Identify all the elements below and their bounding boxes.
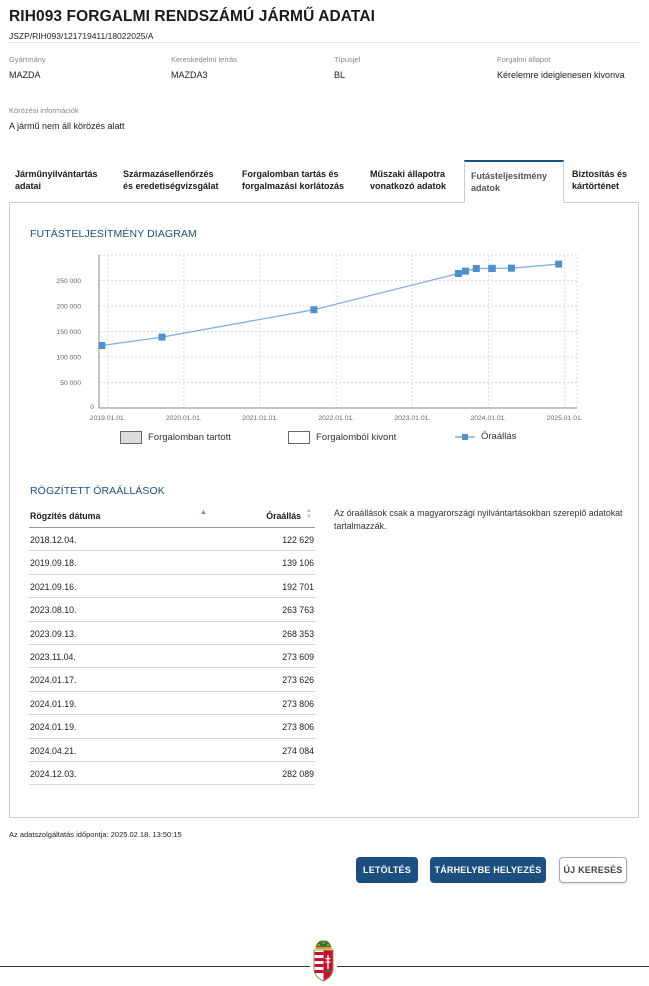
empty-box-icon [288, 431, 310, 444]
table-row [29, 668, 315, 691]
table-row [29, 645, 315, 668]
tab-label-line2: forgalmazási korlátozás [242, 181, 345, 191]
tab-label-line1: Futásteljesítmény [471, 171, 548, 181]
header-odometer[interactable]: Óraállás [266, 511, 301, 521]
plot-frame [99, 255, 577, 408]
trade-name-field [171, 55, 237, 80]
tab-label-line1: Biztosítás és [572, 169, 628, 179]
records-note: Az óraállások csak a magyarországi nyilvántartásokban szereplő adatokat tartalmazzák. [334, 508, 623, 531]
table-row [29, 739, 315, 762]
mileage-table [29, 505, 315, 785]
table-row [29, 528, 315, 551]
make-field [9, 55, 46, 80]
row-date: 2023.09.13. [30, 628, 77, 639]
sort-both-icon[interactable]: ▲ ▼ [306, 508, 312, 520]
registration-status-field [497, 55, 625, 80]
table-body [29, 528, 315, 785]
row-odometer: 274 084 [282, 745, 314, 756]
tab-label-line1: Forgalomban tartás és [242, 169, 339, 179]
header-date[interactable]: Rögzítés dátuma [30, 511, 101, 521]
y-tick-label: 200 000 [56, 303, 81, 311]
row-odometer: 273 609 [282, 651, 314, 662]
download-button[interactable]: LETÖLTÉS [356, 857, 418, 883]
row-odometer: 122 629 [282, 535, 314, 545]
chart-title: FUTÁSTELJESÍTMÉNY DIAGRAM [30, 228, 197, 240]
row-date: 2024.04.21. [30, 745, 77, 756]
hungarian-coat-of-arms-icon [310, 937, 337, 983]
row-date: 2024.12.03. [30, 768, 77, 779]
chart-grid [99, 255, 577, 408]
row-odometer: 273 626 [282, 675, 314, 686]
filled-box-icon [120, 431, 142, 444]
x-tick-label: 2022.01.01. [318, 415, 355, 422]
tab-label-line2: kártörténet [572, 181, 620, 191]
legend-item-odometer [455, 431, 516, 442]
wanted-info-value: A jármű nem áll körözés alatt [9, 121, 125, 131]
trade-name-value: MAZDA3 [171, 70, 208, 80]
data-point [462, 268, 469, 275]
tab-insurance[interactable] [566, 160, 638, 203]
records-title: RÖGZÍTETT ÓRAÁLLÁSOK [30, 485, 165, 497]
row-odometer: 263 763 [282, 605, 314, 616]
x-tick-label: 2019.01.01. [89, 415, 126, 422]
row-date: 2024.01.19. [30, 722, 77, 733]
x-tick-label: 2021.01.01. [242, 415, 279, 422]
make-label: Gyártmány [9, 55, 46, 64]
data-point [310, 306, 317, 313]
registration-status-value: Kérelemre ideiglenesen kivonva [497, 70, 625, 80]
y-tick-label: 0 [90, 404, 94, 411]
wanted-info-label: Körözési információk [9, 106, 79, 115]
table-row [29, 598, 315, 621]
make-value: MAZDA [9, 70, 41, 80]
table-row [29, 575, 315, 598]
legend-label: Forgalomból kivont [316, 432, 397, 443]
row-odometer: 273 806 [282, 698, 314, 709]
type-code-label: Típusjel [334, 55, 361, 64]
table-row [29, 692, 315, 715]
tab-registry-data[interactable] [9, 160, 113, 203]
line-marker-icon [455, 432, 475, 442]
mileage-chart [22, 252, 586, 452]
row-date: 2024.01.17. [30, 675, 77, 686]
x-tick-label: 2020.01.01. [165, 415, 202, 422]
data-timestamp: Az adatszolgáltatás időpontja: 2025.02.18. 13:50:15 [9, 830, 182, 839]
data-point [473, 265, 480, 272]
x-tick-label: 2023.01.01. [394, 415, 431, 422]
legend-item-in-service [120, 431, 231, 444]
data-point [98, 342, 105, 349]
y-tick-label: 150 000 [56, 329, 81, 336]
row-odometer: 192 701 [282, 581, 314, 592]
registration-status-label: Forgalmi állapot [497, 55, 551, 64]
tab-origin-check[interactable] [117, 160, 237, 203]
row-date: 2024.01.19. [30, 698, 77, 709]
document-reference: JSZP/RIH093/121719411/18022025/A [9, 31, 154, 41]
tab-restrictions[interactable] [236, 160, 362, 203]
tab-bar [9, 160, 639, 203]
row-odometer: 139 106 [282, 558, 314, 569]
y-tick-label: 50 000 [60, 380, 81, 387]
tab-label-line2: adatai [15, 181, 42, 191]
data-point [159, 334, 166, 341]
tab-label-line2: adatok [471, 183, 501, 193]
data-point [455, 270, 462, 277]
tab-label-line2: vonatkozó adatok [370, 181, 447, 191]
row-odometer: 273 806 [282, 722, 314, 733]
tab-technical-condition[interactable] [364, 160, 464, 203]
table-row [29, 715, 315, 738]
tab-label-line1: Származásellenőrzés [123, 169, 214, 179]
y-tick-label: 100 000 [56, 354, 81, 362]
table-row [29, 762, 315, 785]
data-point [489, 265, 496, 272]
row-odometer: 268 353 [282, 628, 314, 639]
table-row [29, 622, 315, 645]
x-tick-label: 2025.01.01. [546, 415, 583, 422]
new-search-button[interactable]: ÚJ KERESÉS [559, 857, 627, 883]
page-title: RIH093 FORGALMI RENDSZÁMÚ JÁRMŰ ADATAI [9, 8, 376, 25]
row-date: 2023.11.04. [30, 651, 76, 662]
row-odometer: 282 089 [282, 768, 314, 779]
store-button[interactable]: TÁRHELYBE HELYEZÉS [430, 857, 546, 883]
title-divider [9, 42, 640, 43]
tab-mileage[interactable] [464, 160, 564, 203]
legend-item-withdrawn [288, 431, 396, 444]
data-point [555, 261, 562, 268]
sort-ascending-icon[interactable]: ▲ [200, 509, 207, 516]
table-row [29, 551, 315, 574]
row-date: 2021.09.16. [30, 581, 77, 592]
data-point [508, 265, 515, 272]
row-date: 2023.08.10. [30, 605, 77, 616]
legend-label: Forgalomban tartott [148, 432, 231, 443]
legend-label: Óraállás [481, 431, 517, 442]
type-code-value: BL [334, 70, 346, 80]
x-tick-label: 2024.01.01. [470, 415, 507, 422]
row-date: 2019.09.18. [30, 558, 77, 569]
tab-label-line2: és eredetiségvizsgálat [123, 181, 219, 191]
chart-series [98, 261, 562, 349]
row-date: 2018.12.04. [30, 535, 77, 545]
tab-label-line1: Járműnyilvántartás [15, 169, 98, 179]
tab-label-line1: Műszaki állapotra [370, 169, 446, 179]
series-line [102, 264, 559, 345]
table-header [29, 505, 315, 528]
y-tick-label: 250 000 [56, 278, 81, 285]
type-code-field [334, 55, 360, 80]
wanted-info-field [9, 106, 125, 131]
trade-name-label: Kereskedelmi leírás [171, 55, 237, 64]
